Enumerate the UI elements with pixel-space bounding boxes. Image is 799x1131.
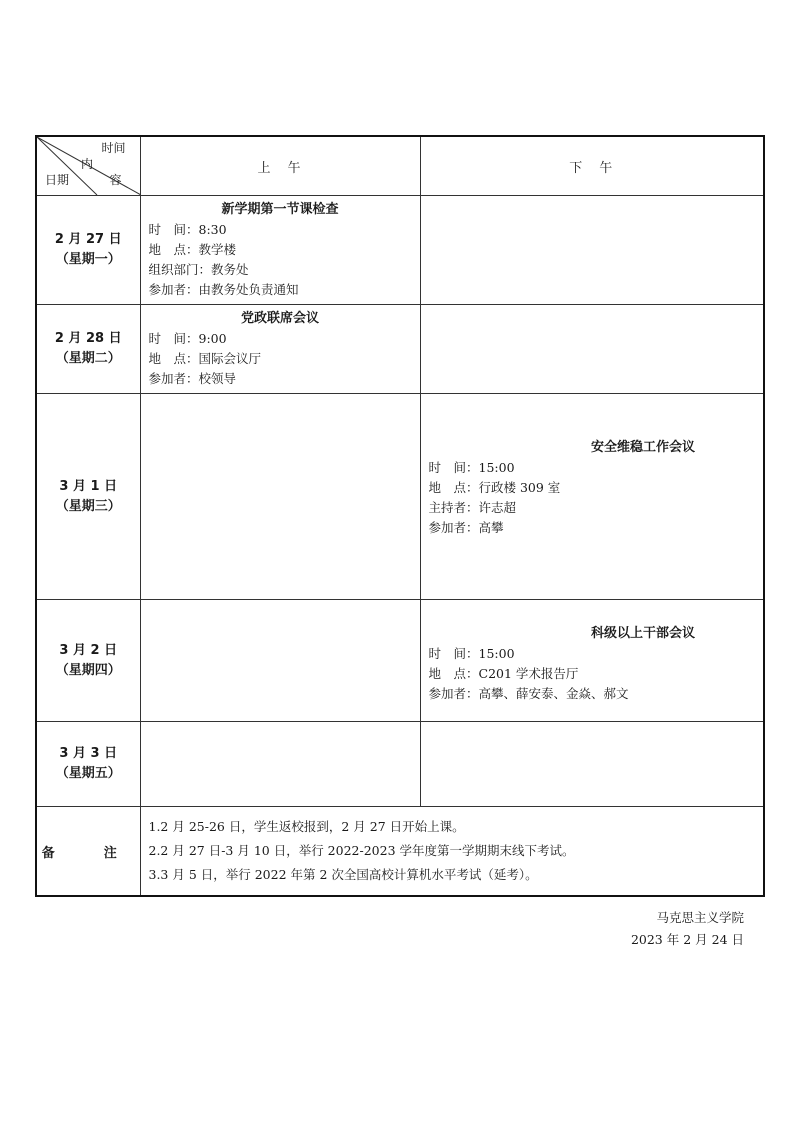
pm-event-cell xyxy=(420,600,764,722)
event-location: 地 点：教学楼 xyxy=(148,242,237,257)
am-event-cell xyxy=(140,196,420,305)
day-row xyxy=(36,600,764,722)
event-time: 时 间：9:00 xyxy=(148,331,227,346)
event-title: 新学期第一节课检查 xyxy=(221,202,339,217)
event-participants: 参加者：高攀、薛安泰、金焱、郝文 xyxy=(428,686,629,701)
weekday-label: （星期一） xyxy=(55,252,121,267)
weekday-label: （星期三） xyxy=(55,498,121,514)
weekday-label: （星期四） xyxy=(55,662,121,678)
diag-time-label: 时间 xyxy=(101,141,126,155)
remark-line: 1.2 月 25-26 日，学生返校报到，2 月 27 日开始上课。 xyxy=(148,819,465,834)
pm-empty-cell xyxy=(420,305,764,394)
date-label: 2 月 28 日 xyxy=(54,331,122,346)
event-participants: 参加者：校领导 xyxy=(148,371,237,386)
event-title: 安全维稳工作会议 xyxy=(590,440,695,455)
schedule-table xyxy=(35,135,765,897)
diag-content-label-2: 容 xyxy=(109,173,122,187)
event-title: 党政联席会议 xyxy=(240,311,319,326)
signature-date: 2023 年 2 月 24 日 xyxy=(630,932,744,947)
diag-content-label-1: 内 xyxy=(81,157,94,171)
event-time: 时 间：15:00 xyxy=(428,646,515,661)
date-cell xyxy=(36,722,140,807)
remarks-row xyxy=(36,807,764,897)
pm-empty-cell xyxy=(420,722,764,807)
date-label: 2 月 27 日 xyxy=(54,232,122,247)
pm-event-cell xyxy=(420,394,764,600)
date-cell xyxy=(36,600,140,722)
date-cell xyxy=(36,394,140,600)
date-label: 3 月 2 日 xyxy=(59,642,118,658)
am-empty-cell xyxy=(140,722,420,807)
signature-org: 马克思主义学院 xyxy=(656,910,744,925)
event-participants: 参加者：高攀 xyxy=(428,520,504,535)
remark-line: 3.3 月 5 日，举行 2022 年第 2 次全国高校计算机水平考试（延考）。 xyxy=(148,867,538,882)
day-row xyxy=(36,305,764,394)
date-cell xyxy=(36,196,140,305)
event-organizer: 组织部门：教务处 xyxy=(148,262,249,277)
am-column-header: 上 午 xyxy=(140,136,420,196)
remarks-cell xyxy=(140,807,764,897)
event-location: 地 点：国际会议厅 xyxy=(148,351,262,366)
pm-column-header: 下 午 xyxy=(420,136,764,196)
diag-date-label: 日期 xyxy=(45,173,70,187)
day-row xyxy=(36,394,764,600)
diagonal-header-cell xyxy=(36,136,140,196)
event-time: 时 间：15:00 xyxy=(428,460,515,475)
weekday-label: （星期五） xyxy=(55,766,121,781)
am-empty-cell xyxy=(140,394,420,600)
remarks-label: 备 注 xyxy=(36,807,140,897)
event-participants: 参加者：由教务处负责通知 xyxy=(148,282,299,297)
date-label: 3 月 1 日 xyxy=(59,478,118,494)
event-location: 地 点：C201 学术报告厅 xyxy=(428,666,579,681)
event-host: 主持者：许志超 xyxy=(428,500,517,515)
am-event-cell xyxy=(140,305,420,394)
am-empty-cell xyxy=(140,600,420,722)
remark-line: 2.2 月 27 日-3 月 10 日，举行 2022-2023 学年度第一学期期末线下考试。 xyxy=(148,843,575,858)
weekday-label: （星期二） xyxy=(55,351,121,366)
event-time: 时 间：8:30 xyxy=(148,222,227,237)
day-row xyxy=(36,722,764,807)
date-cell xyxy=(36,305,140,394)
event-title: 科级以上干部会议 xyxy=(590,626,695,641)
day-row xyxy=(36,196,764,305)
header-row xyxy=(36,136,764,196)
date-label: 3 月 3 日 xyxy=(59,746,118,761)
event-location: 地 点：行政楼 309 室 xyxy=(428,480,561,495)
pm-empty-cell xyxy=(420,196,764,305)
